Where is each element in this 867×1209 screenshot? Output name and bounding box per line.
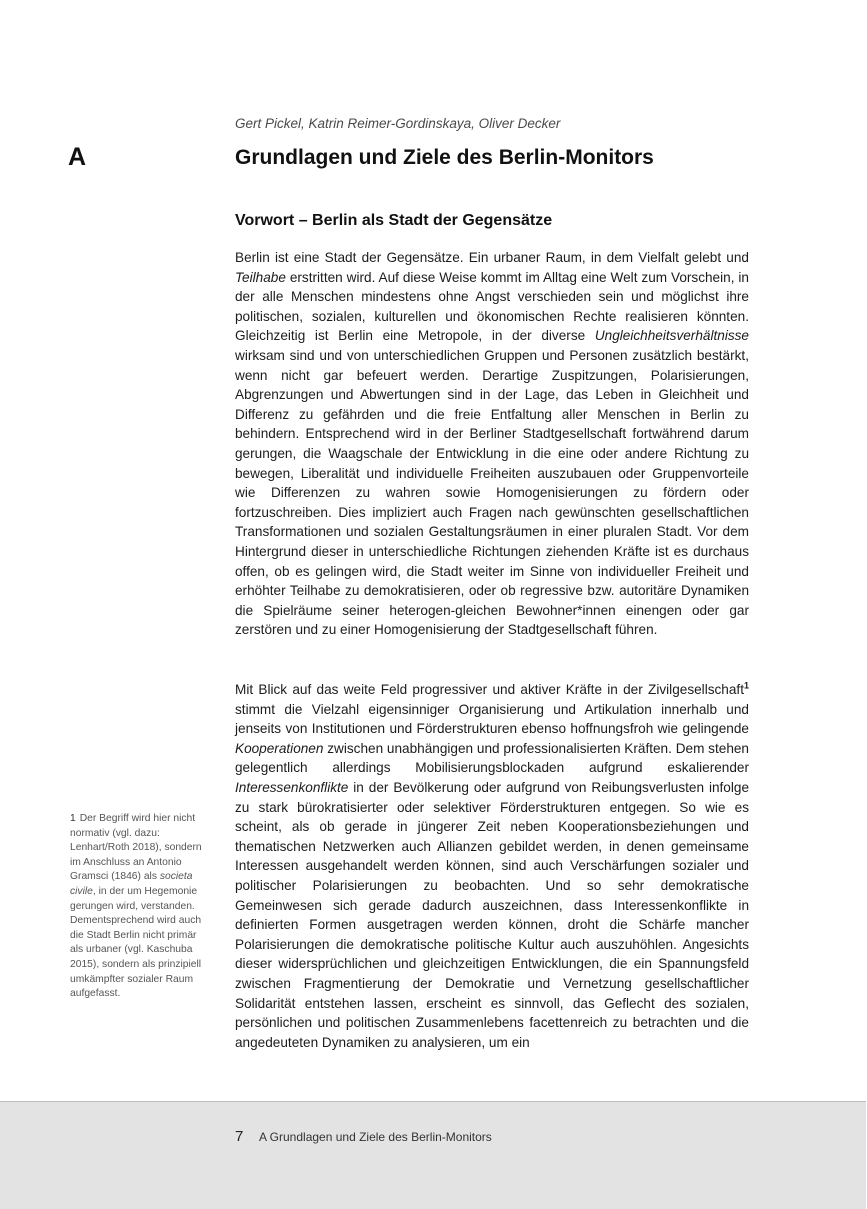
footnote-emphasis: societa civile: [70, 871, 193, 897]
emphasis-term: Interessenkonflikte: [235, 779, 349, 795]
authors-line: Gert Pickel, Katrin Reimer-Gordinskaya, Oliver Decker: [235, 116, 561, 131]
chapter-letter: A: [68, 143, 87, 171]
body-paragraph-2: [235, 680, 749, 1052]
paragraph-text: zwischen unabhängigen und professionalisierten Kräften. Dem stehen gelegentlich allerdings Mobilisierungsblockaden aufgrund eskalierender: [235, 740, 749, 776]
paragraph-text: in der Bevölkerung oder aufgrund von Reibungsverlusten infolge zu stark bürokratisierter oder selektiver Förderstrukturen entgegen. So wie es scheint, als ob gerade in jüngerer Zeit neben Kooperationsbeziehungen und thematischen Netzwerken auch Allianzen gebildet werden, in denen gemeinsame Interessen ausgehandelt werden können, sind auch Verschärfungen sozialer und politischer Polarisierungen zu beobachten. Und so sehr demokratische Gemeinwesen sich gerade dadurch auszeichnen, dass Interessenkonflikte in definierten Formen ausgetragen werden können, droht die Schärfe mancher Polarisierungen die demokratische politische Kultur auch auszuhöhlen. Angesichts dieser widersprüchlichen und gleichzeitigen Entwicklungen, die ein Spannungsfeld zwischen Fragmentierung der Demokratie und Vernetzung gesellschaftlicher Solidarität entstehen lassen, erscheint es sinnvoll, das Geflecht des sozialen, persönlichen und politischen Zusammenlebens facettenreich zu betrachten und die angedeuteten Dynamiken zu analysieren, um ein: [235, 779, 749, 1050]
paragraph-text: erstritten wird. Auf diese Weise kommt im Alltag eine Welt zum Vorschein, in der alle Menschen mindestens ohne Angst verschieden sein und möglichst ihre politischen, sozialen, kulturellen und ökonomischen Rechte realisieren könnten. Gleichzeitig ist Berlin eine Metropole, in der diverse: [235, 269, 749, 344]
footnote-text: Der Begriff wird hier nicht normativ (vgl. dazu: Lenhart/Roth 2018), sondern im Anschluss an Antonio Gramsci (1846) als: [70, 813, 202, 883]
emphasis-term: Ungleichheitsverhältnisse: [594, 328, 749, 344]
footnote-text: , in der um Hegemonie gerungen wird, verstanden. Dementsprechend wird auch die Stadt Berlin nicht primär als urbaner (vgl. Kaschuba 2015), sondern als prinzipiell umkämpfter sozialer Raum aufgefasst.: [70, 885, 202, 1000]
page-footer: [0, 1101, 866, 1209]
footnote-reference[interactable]: 1: [743, 680, 749, 691]
section-title: Vorwort – Berlin als Stadt der Gegensätze: [235, 212, 553, 229]
body-paragraph-1: [235, 248, 749, 640]
emphasis-term: Kooperationen: [235, 740, 324, 756]
paragraph-text: wirksam sind und von unterschiedlichen Gruppen und Personen zusätzlich bestärkt, wenn nicht gar befeuert werden. Derartige Zuspitzungen, Polarisierungen, Abgrenzungen und Abwertungen sind in der Lage, das Leben in Gleichheit und Differenz zu gefährden und die freie Entfaltung aller Menschen in Berlin zu behindern. Entsprechend wird in der Berliner Stadtgesellschaft fortwährend darum gerungen, die Waagschale der Entwicklung in die eine oder andere Richtung zu bewegen, Liberalität und individuelle Freiheiten auszubauen oder Gruppenvorteile wie Differenzen zu wahren sowie Homogenisierungen zu fördern oder fortzuschreiben. Dies impliziert auch Fragen nach gewünschten gesellschaftlichen Transformationen und sozialen Gestaltungsräumen in einer pluralen Stadt. Vor dem Hintergrund dieser in unterschiedliche Richtungen ziehenden Kräfte ist es durchaus offen, ob es gelingen wird, die Stadt weiter im Sinne von individueller Freiheit und erhöhter Teilhabe zu demokratisieren, oder ob regressive bzw. autoritäre Dynamiken die Spielräume seiner heterogen-gleichen Bewohner*innen einengen oder gar zerstören und zu einer Homogenisierung der Stadtgesellschaft führen.: [235, 347, 749, 638]
footnote-number: 1: [70, 813, 76, 824]
emphasis-term: Teilhabe: [235, 269, 286, 285]
paragraph-text: Mit Blick auf das weite Feld progressiver und aktiver Kräfte in der Zivilgesellschaft: [235, 682, 744, 697]
paragraph-text: Berlin ist eine Stadt der Gegensätze. Ein urbaner Raum, in dem Vielfalt gelebt und: [235, 250, 749, 265]
chapter-title: Grundlagen und Ziele des Berlin-Monitors: [235, 146, 654, 169]
paragraph-text: stimmt die Vielzahl eigensinniger Organisierung und Artikulation innerhalb und jenseits von Institutionen und Förderstrukturen ebenso hoffnungsfroh wie gelingende: [235, 701, 749, 737]
margin-footnote: [70, 812, 210, 1002]
running-head: A Grundlagen und Ziele des Berlin-Monitors: [259, 1130, 492, 1144]
page-number: 7: [235, 1128, 244, 1145]
